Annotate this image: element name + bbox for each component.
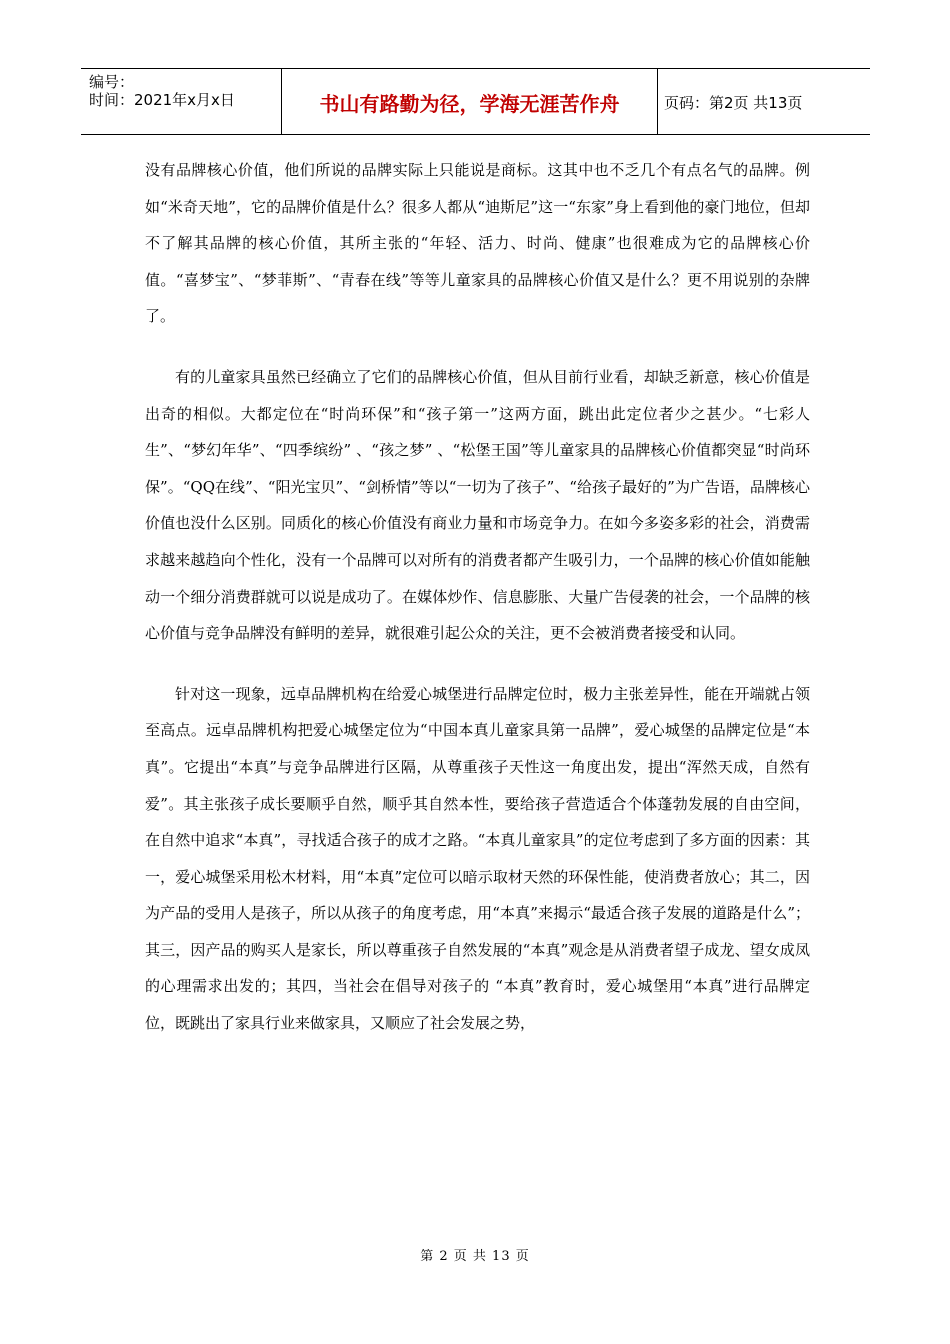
header-motto: 书山有路勤为径，学海无涯苦作舟 [319, 92, 620, 116]
header-info-cell [81, 69, 282, 134]
body-paragraph-2: 有的儿童家具虽然已经确立了它们的品牌核心价值，但从目前行业看，却缺乏新意，核心价值是出奇的相似。大都定位在“时尚环保”和“孩子第一”这两方面，跳出此定位者少之甚少。“七彩人生”、“梦幻年华”、“四季缤纷” 、“孩之梦” 、“松堡王国”等儿童家具的品牌核心价值都突显“时尚环保”。“QQ在线”、“阳光宝贝”、“剑桥情”等以“一切为了孩子”、“给孩子最好的”为广告语，品牌核心价值也没什么区别。同质化的核心价值没有商业力量和市场竞争力。在如今多姿多彩的社会，消费需求越来越趋向个性化，没有一个品牌可以对所有的消费者都产生吸引力，一个品牌的核心价值如能触动一个细分消费群就可以说是成功了。在媒体炒作、信息膨胀、大量广告侵袭的社会，一个品牌的核心价值与竞争品牌没有鲜明的差异，就很难引起公众的关注，更不会被消费者接受和认同。 [145, 367, 810, 643]
document-date-label: 时间：2021年x月x日 [89, 91, 235, 109]
body-paragraph-3: 针对这一现象，远卓品牌机构在给爱心城堡进行品牌定位时，极力主张差异性，能在开端就占领至高点。远卓品牌机构把爱心城堡定位为“中国本真儿童家具第一品牌”，爱心城堡的品牌定位是“本真”。它提出“本真”与竞争品牌进行区隔，从尊重孩子天性这一角度出发，提出“浑然天成，自然有爱”。其主张孩子成长要顺乎自然，顺乎其自然本性，要给孩子营造适合个体蓬勃发展的自由空间，在自然中追求“本真”，寻找适合孩子的成才之路。“本真儿童家具”的定位考虑到了多方面的因素：其一，爱心城堡采用松木材料，用“本真”定位可以暗示取材天然的环保性能，使消费者放心；其二，因为产品的受用人是孩子，所以从孩子的角度考虑，用“本真”来揭示“最适合孩子发展的道路是什么”；其三，因产品的购买人是家长，所以尊重孩子自然发展的“本真”观念是从消费者望子成龙、望女成凤的心理需求出发的；其四，当社会在倡导对孩子的 “本真”教育时，爱心城堡用“本真”进行品牌定位，既跳出了家具行业来做家具，又顺应了社会发展之势， [145, 684, 810, 1033]
header-motto-cell [282, 69, 658, 134]
document-number-label: 编号： [89, 73, 135, 91]
header-page-cell [658, 69, 870, 134]
page-footer: 第 2 页 共 13 页 [420, 1249, 530, 1264]
page-header [81, 68, 870, 135]
document-body [145, 152, 810, 1042]
body-paragraph-1: 没有品牌核心价值，他们所说的品牌实际上只能说是商标。这其中也不乏几个有点名气的品牌。例如“米奇天地”，它的品牌价值是什么？很多人都从“迪斯尼”这一“东家”身上看到他的豪门地位，但却不了解其品牌的核心价值，其所主张的“年轻、活力、时尚、健康”也很难成为它的品牌核心价值。“喜梦宝”、“梦菲斯”、“青春在线”等等儿童家具的品牌核心价值又是什么？更不用说别的杂牌了。 [145, 161, 810, 326]
header-page-code: 页码：第2页 共13页 [664, 94, 803, 112]
